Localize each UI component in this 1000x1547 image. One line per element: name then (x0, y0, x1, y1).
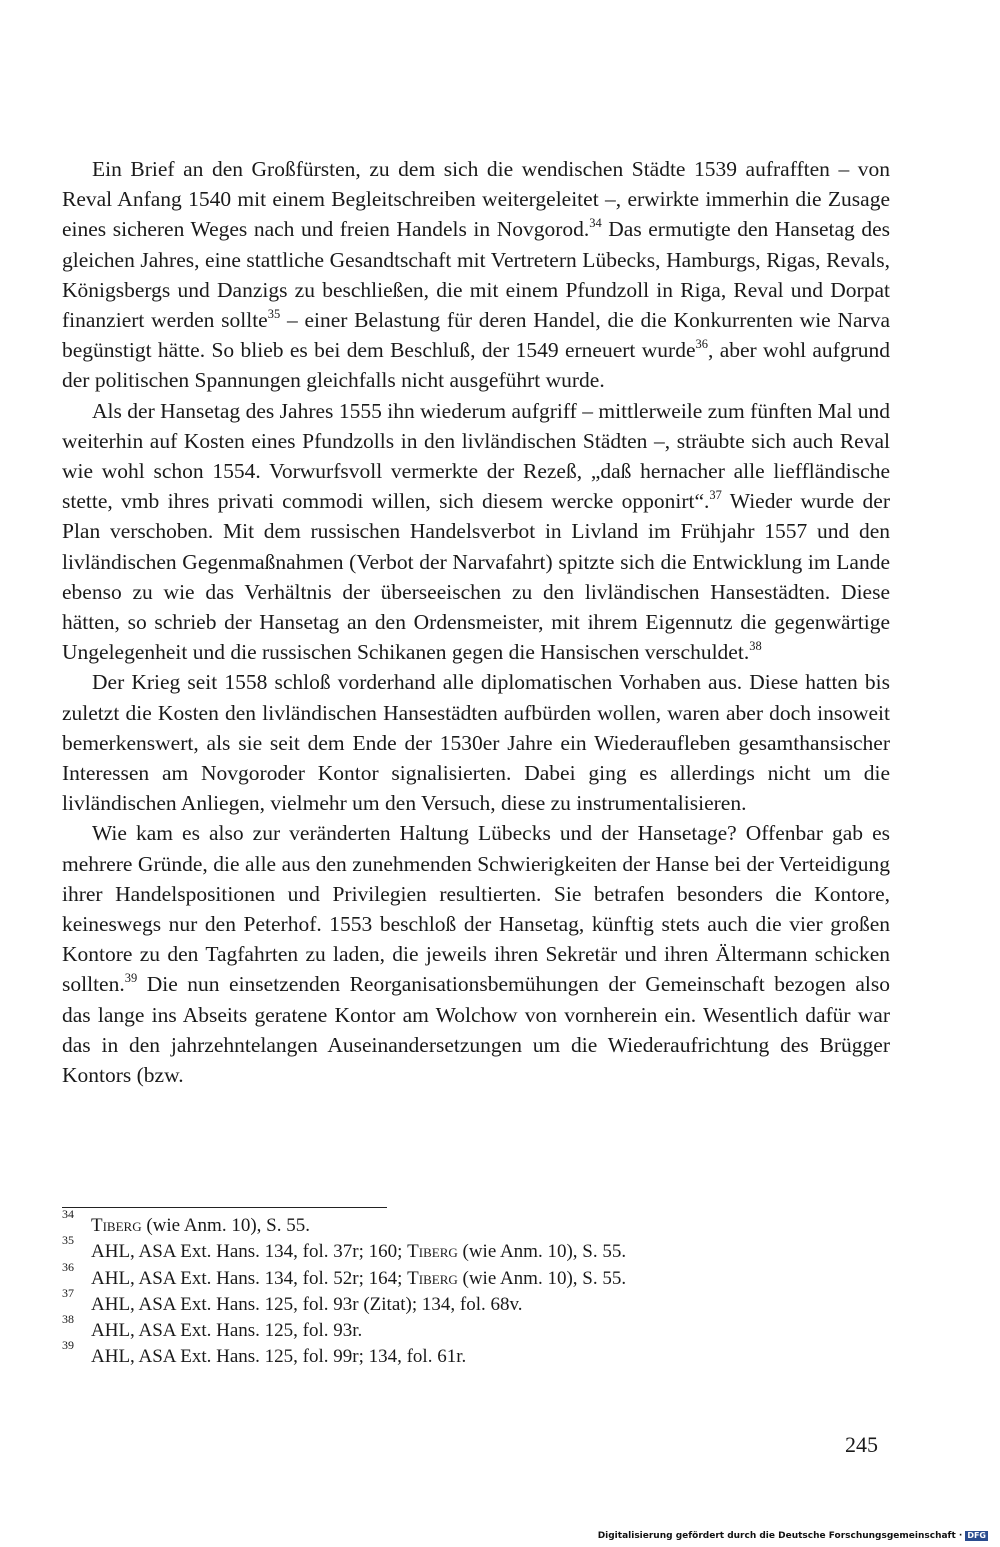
footnote-number: 37 (62, 1285, 74, 1300)
footnote-text: AHL, ASA Ext. Hans. 125, fol. 93r. (91, 1320, 363, 1342)
footnote-citation: (wie Anm. 10), S. 55. (457, 1241, 627, 1263)
paragraph-4 (62, 818, 890, 1090)
footnote-number: 36 (62, 1259, 74, 1274)
footnote-ref-38[interactable]: 38 (749, 639, 762, 654)
text-run: – einer Belastung für deren Handel, die die Konkurrenten wie Narva begünstigt hätte. So blieb es bei dem Beschluß, der 1549 erneuert wurde (62, 308, 890, 363)
digitization-credit (598, 1531, 988, 1542)
text-run: Wieder wurde der Plan verschoben. Mit dem russischen Handelsverbot in Livland im Frühjahr 1557 und den livländischen Gegenmaßnahmen (Verbot der Narvafahrt) spitzte sich die Entwicklung im Lande ebenso zu wie das Verhältnis der überseeischen zu den livländischen Hansestädten. Diese hätten, so schrieb der Hansetag an den Ordensmeister, mit ihrem Eigennutz die gegenwärtige Ungelegenheit und die russischen Schikanen gegen die Hansischen verschuldet. (62, 489, 890, 665)
footnote-citation: AHL, ASA Ext. Hans. 134, fol. 52r; 164; (91, 1267, 408, 1289)
footnote-author: Tiberg (91, 1215, 142, 1236)
body-text (62, 154, 890, 1090)
footnote-35 (62, 1233, 890, 1265)
text-run: , aber wohl aufgrund der politischen Spannungen gleichfalls nicht ausgeführt wurde. (62, 338, 891, 393)
footnote-author: Tiberg (407, 1241, 458, 1263)
footnote-ref-39[interactable]: 39 (124, 971, 138, 986)
footnote-ref-37[interactable]: 37 (709, 488, 722, 503)
footnote-citation: AHL, ASA Ext. Hans. 134, fol. 37r; 160; (91, 1241, 408, 1263)
footnote-ref-35[interactable]: 35 (267, 307, 281, 322)
page-number: 245 (845, 1432, 878, 1457)
footnote-citation: (wie Anm. 10), S. 55. (457, 1267, 627, 1289)
footnote-text (91, 1239, 626, 1265)
footnote-39 (62, 1338, 890, 1370)
footnote-text (91, 1213, 310, 1239)
footnote-number: 39 (62, 1338, 74, 1353)
footnote-citation: (wie Anm. 10), S. 55. (141, 1215, 310, 1236)
paragraph-2 (62, 396, 890, 668)
text-run: Ein Brief an den Großfürsten, zu dem sich die wendischen Städte 1539 aufrafften – von Reval Anfang 1540 mit einem Begleitschreiben weitergeleitet –, erwirkte immerhin die Zusage eines sicheren Weges nach und freien Handels in Novgorod. (62, 157, 890, 242)
footnote-number: 34 (62, 1207, 74, 1221)
text-run: Das ermutigte den Hansetag des gleichen Jahres, eine stattliche Gesandtschaft mit Vertretern Lübecks, Hamburgs, Rigas, Revals, Königsbergs und Danzigs zu beschließen, die mit einem Pfundzoll in Riga, Reval und Dorpat finanziert werden sollte (62, 217, 890, 333)
footnote-divider (62, 1207, 387, 1208)
text-run: Die nun einsetzenden Reorganisationsbemühungen der Gemeinschaft bezogen also das lange ins Abseits geratene Kontor am Wolchow von vornherein ein. Wesentlich dafür war das in den jahrzehntelangen Auseinandersetzungen um die Wiederaufrichtung des Brügger Kontors (bzw. (62, 972, 890, 1088)
footnote-36 (62, 1259, 890, 1292)
footnote-38 (62, 1312, 890, 1344)
footnote-author: Tiberg (407, 1267, 458, 1289)
footnote-number: 35 (62, 1233, 74, 1248)
footnote-text: AHL, ASA Ext. Hans. 125, fol. 99r; 134, fol. 61r. (91, 1346, 467, 1368)
footnote-37 (62, 1285, 890, 1318)
paragraph-1 (62, 154, 890, 396)
footnote-34 (62, 1207, 890, 1239)
footnote-number: 38 (62, 1312, 74, 1327)
paragraph-3 (62, 667, 890, 818)
footnote-ref-36[interactable]: 36 (695, 337, 708, 352)
text-run: Der Krieg seit 1558 schloß vorderhand alle diplomatischen Vorhaben aus. Diese hatten bis zuletzt die Kosten den livländischen Hansestädten aufbürden wollen, waren aber doch insoweit bemerkenswert, als sie seit dem Ende der 1530er Jahre ein Wiederaufleben gesamthansischer Interessen am Novgoroder Kontor signalisierten. Dabei ging es allerdings nicht um die livländischen Anliegen, vielmehr um den Versuch, diese zu instrumentalisieren. (62, 670, 890, 816)
text-run: Wie kam es also zur veränderten Haltung Lübecks und der Hansetage? Offenbar gab es mehrere Gründe, die alle aus den zunehmenden Schwierigkeiten der Hanse bei der Verteidigung ihrer Handelspositionen und Privilegien resultierten. Sie betrafen besonders die Kontore, keineswegs nur den Peterhof. 1553 beschloß der Hansetag, künftig stets auch die vier großen Kontore zu den Tagfahrten zu laden, die jeweils ihren Sekretär und ihren Ältermann schicken sollten. (62, 821, 890, 997)
credit-text: Digitalisierung gefördert durch die Deutsche Forschungsgemeinschaft · (597, 1531, 963, 1541)
dfg-logo-icon: DFG (967, 1531, 986, 1540)
footnotes (62, 1207, 890, 1371)
footnote-text (91, 1266, 626, 1292)
footnote-ref-34[interactable]: 34 (589, 216, 602, 231)
text-run: Als der Hansetag des Jahres 1555 ihn wiederum aufgriff – mittlerweile zum fünften Mal und weiterhin auf Kosten eines Pfundzolls in den livländischen Städten –, sträubte sich auch Reval wie wohl schon 1554. Vorwurfsvoll vermerkte der Rezeß, „daß hernacher alle lieffländische stette, vmb ihres privati commodi willen, sich diesem wercke opponirt“. (62, 398, 890, 514)
footnote-text: AHL, ASA Ext. Hans. 125, fol. 93r (Zitat); 134, fol. 68v. (91, 1293, 523, 1315)
